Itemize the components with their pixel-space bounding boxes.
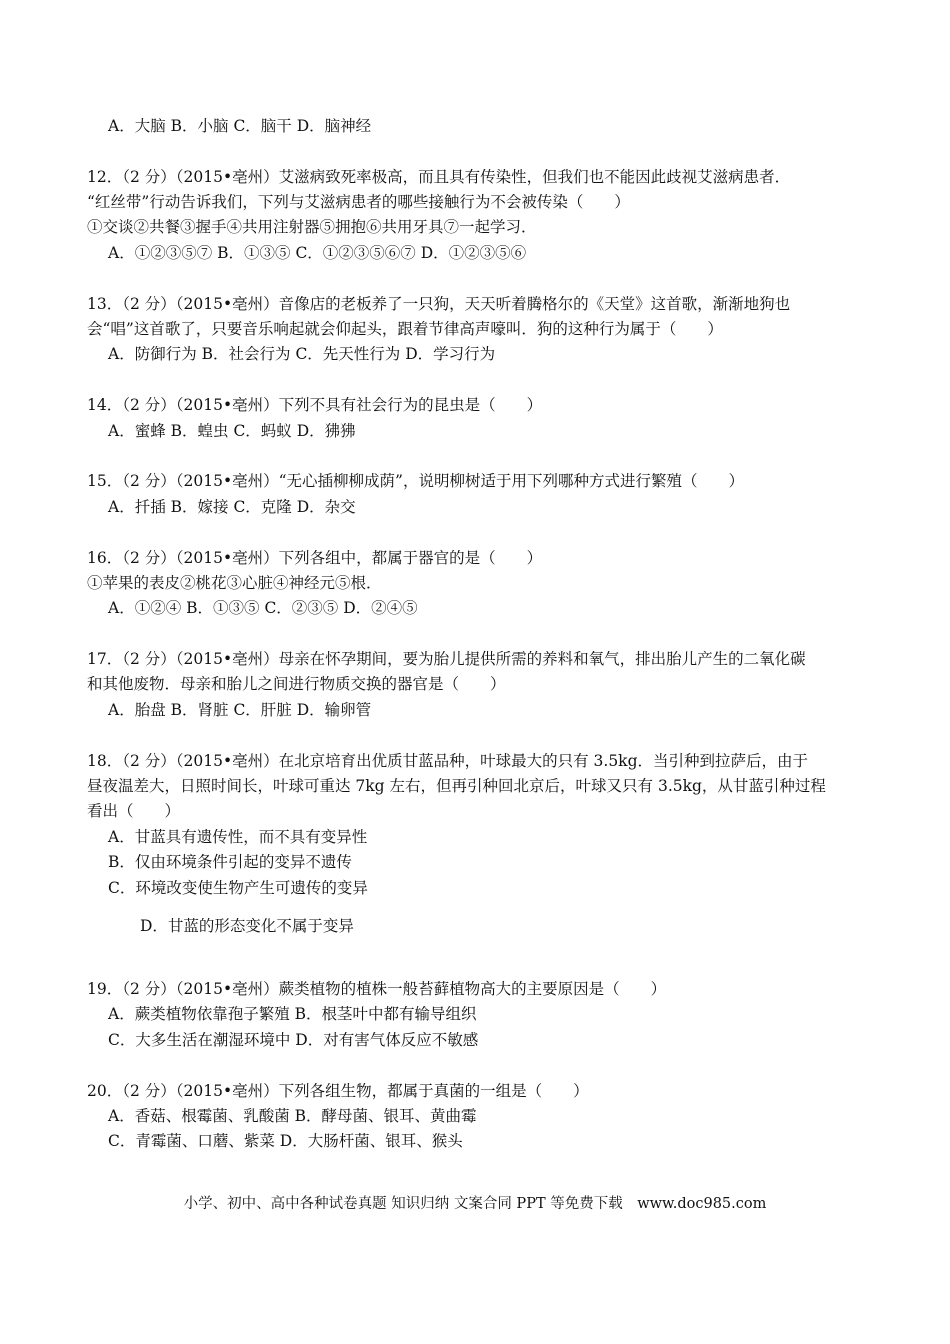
q17-options: A．胎盘 B．肾脏 C．肝脏 D．输卵管 [108, 701, 372, 719]
q16-stem-1: 16．（2 分）（2015•亳州）下列各组中，都属于器官的是（ ） [87, 549, 543, 567]
q19-options-2: C．大多生活在潮湿环境中 D．对有害气体反应不敏感 [108, 1031, 479, 1049]
q17-stem-2: 和其他废物．母亲和胎儿之间进行物质交换的器官是（ ） [87, 675, 506, 693]
q18-stem-2: 昼夜温差大，日照时间长，叶球可重达 7kg 左右，但再引种回北京后，叶球又只有 3.5kg，从甘蓝引种过程 [87, 777, 826, 795]
q12-stem-2: “红丝带”行动告诉我们，下列与艾滋病患者的哪些接触行为不会被传染（ ） [87, 193, 630, 211]
q20-options-2: C．青霉菌、口蘑、紫菜 D．大肠杆菌、银耳、猴头 [108, 1132, 463, 1150]
q13-stem-2: 会“唱”这首歌了，只要音乐响起就会仰起头，跟着节律高声嚎叫．狗的这种行为属于（ ） [87, 320, 723, 338]
q13-options: A．防御行为 B．社会行为 C．先天性行为 D．学习行为 [108, 345, 496, 363]
q18-option-a: A．甘蓝具有遗传性，而不具有变异性 [108, 828, 368, 846]
q12-stem-1: 12．（2 分）（2015•亳州）艾滋病致死率极高，而且具有传染性，但我们也不能因此歧视艾滋病患者． [87, 168, 791, 186]
q18-stem-3: 看出（ ） [87, 802, 181, 820]
q14-stem-1: 14．（2 分）（2015•亳州）下列不具有社会行为的昆虫是（ ） [87, 396, 543, 414]
q18-option-d: D．甘蓝的形态变化不属于变异 [140, 917, 354, 935]
q19-stem-1: 19．（2 分）（2015•亳州）蕨类植物的植株一般苔藓植物高大的主要原因是（ ） [87, 980, 667, 998]
q18-option-c: C．环境改变使生物产生可遗传的变异 [108, 879, 368, 897]
q17-stem-1: 17．（2 分）（2015•亳州）母亲在怀孕期间，要为胎儿提供所需的养料和氧气，排出胎儿产生的二氧化碳 [87, 650, 806, 668]
q16-options: A．①②④ B．①③⑤ C．②③⑤ D．②④⑤ [108, 599, 418, 617]
q15-stem-1: 15．（2 分）（2015•亳州）“无心插柳柳成荫”，说明柳树适于用下列哪种方式进行繁殖（ ） [87, 472, 744, 490]
page-footer: 小学、初中、高中各种试卷真题 知识归纳 文案合同 PPT 等免费下载 www.doc985.com [183, 1196, 767, 1212]
q20-options-1: A．香菇、根霉菌、乳酸菌 B．酵母菌、银耳、黄曲霉 [108, 1107, 477, 1125]
q14-options: A．蜜蜂 B．蝗虫 C．蚂蚁 D．狒狒 [108, 422, 356, 440]
q13-stem-1: 13．（2 分）（2015•亳州）音像店的老板养了一只狗，天天听着腾格尔的《天堂》这首歌，渐渐地狗也 [87, 295, 791, 313]
q18-option-b: B．仅由环境条件引起的变异不遗传 [108, 853, 352, 871]
q12-stem-3: ①交谈②共餐③握手④共用注射器⑤拥抱⑥共用牙具⑦一起学习． [87, 218, 537, 236]
q20-stem-1: 20．（2 分）（2015•亳州）下列各组生物，都属于真菌的一组是（ ） [87, 1082, 589, 1100]
top-options: A．大脑 B．小脑 C．脑干 D．脑神经 [108, 117, 372, 135]
q16-stem-2: ①苹果的表皮②桃花③心脏④神经元⑤根． [87, 574, 382, 592]
q15-options: A．扦插 B．嫁接 C．克隆 D．杂交 [108, 498, 356, 516]
q12-options: A．①②③⑤⑦ B．①③⑤ C．①②③⑤⑥⑦ D．①②③⑤⑥ [108, 244, 527, 262]
q19-options-1: A．蕨类植物依靠孢子繁殖 B．根茎叶中都有输导组织 [108, 1005, 477, 1023]
q18-stem-1: 18．（2 分）（2015•亳州）在北京培育出优质甘蓝品种，叶球最大的只有 3.5kg．当引种到拉萨后，由于 [87, 752, 808, 770]
